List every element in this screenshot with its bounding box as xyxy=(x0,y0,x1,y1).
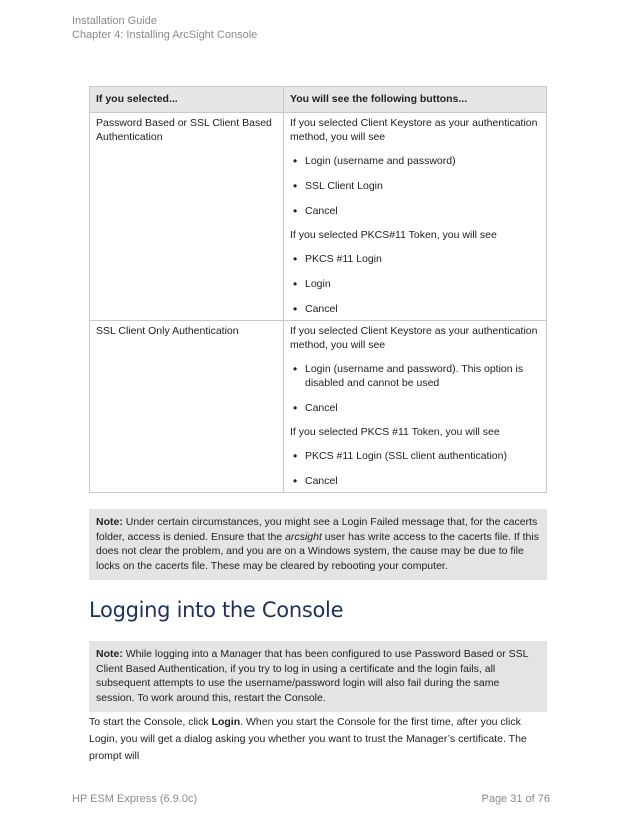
note-text: user has write access to the cacerts file. If this does not clear the problem, and you are on a Windows system, the cause may be due to file locks on the cacerts file. These may be cleared by rebooting your computer. xyxy=(96,530,539,572)
keystore-intro: If you selected Client Keystore as your authentication method, you will see xyxy=(290,325,538,351)
list-item: • Cancel xyxy=(290,302,540,316)
note-login xyxy=(89,641,547,712)
note-text: While logging into a Manager that has been configured to use Password Based or SSL Client Based Authentication, if you try to log in using a certificate and the login fails, all subsequent attempts to use the username/password login will also fail during the same session. To work around this, restart the Console. xyxy=(96,648,529,704)
list-item: • Login (username and password). This option is disabled and cannot be used xyxy=(290,362,540,390)
buttons-cell xyxy=(284,321,547,493)
list-item: • Login (username and password) xyxy=(290,154,540,168)
table-row xyxy=(90,113,547,321)
list-item: • Cancel xyxy=(290,474,540,488)
list-item: • Cancel xyxy=(290,204,540,218)
table-header-selected: If you selected... xyxy=(90,87,284,113)
note-emphasis: arcsight xyxy=(285,530,322,543)
keystore-intro: If you selected Client Keystore as your authentication method, you will see xyxy=(290,117,538,143)
body-paragraph xyxy=(89,714,549,765)
keystore-button-list xyxy=(290,154,540,218)
section-title: Logging into the Console xyxy=(89,598,344,622)
selection-cell: SSL Client Only Authentication xyxy=(90,321,284,493)
token-intro: If you selected PKCS#11 Token, you will see xyxy=(290,229,497,241)
note-text: Under certain circumstances, you might see a Login Failed message that, for the cacerts folder, access is denied. Ensure that the xyxy=(96,516,538,543)
selection-table xyxy=(89,86,547,493)
list-item: • SSL Client Login xyxy=(290,179,540,193)
list-item: • Login xyxy=(290,277,540,291)
list-item: • PKCS #11 Login (SSL client authentication) xyxy=(290,449,540,463)
list-item: • Cancel xyxy=(290,401,540,415)
paragraph-text: . When you start the Console for the first time, after you click Login, you will get a dialog asking you whether you want to trust the Manager’s certificate. The prompt will xyxy=(89,716,527,762)
token-button-list xyxy=(290,252,540,316)
guide-title: Installation Guide xyxy=(72,15,157,27)
note-label: Note: xyxy=(96,648,123,660)
footer-page-number: Page 31 of 76 xyxy=(481,793,550,805)
table-row xyxy=(90,321,547,493)
keystore-button-list xyxy=(290,362,540,415)
selection-cell: Password Based or SSL Client Based Authentication xyxy=(90,113,284,321)
footer-product: HP ESM Express (6.9.0c) xyxy=(72,793,198,805)
note-cacerts xyxy=(89,509,547,580)
token-button-list xyxy=(290,449,540,488)
list-item: • PKCS #11 Login xyxy=(290,252,540,266)
table-header-row xyxy=(90,87,547,113)
note-label: Note: xyxy=(96,516,123,528)
token-intro: If you selected PKCS #11 Token, you will see xyxy=(290,426,500,438)
paragraph-text: To start the Console, click xyxy=(89,716,212,728)
table-header-buttons: You will see the following buttons... xyxy=(284,87,547,113)
buttons-cell xyxy=(284,113,547,321)
running-header xyxy=(72,14,257,42)
paragraph-bold: Login xyxy=(211,716,241,728)
chapter-title: Chapter 4: Installing ArcSight Console xyxy=(72,29,258,41)
